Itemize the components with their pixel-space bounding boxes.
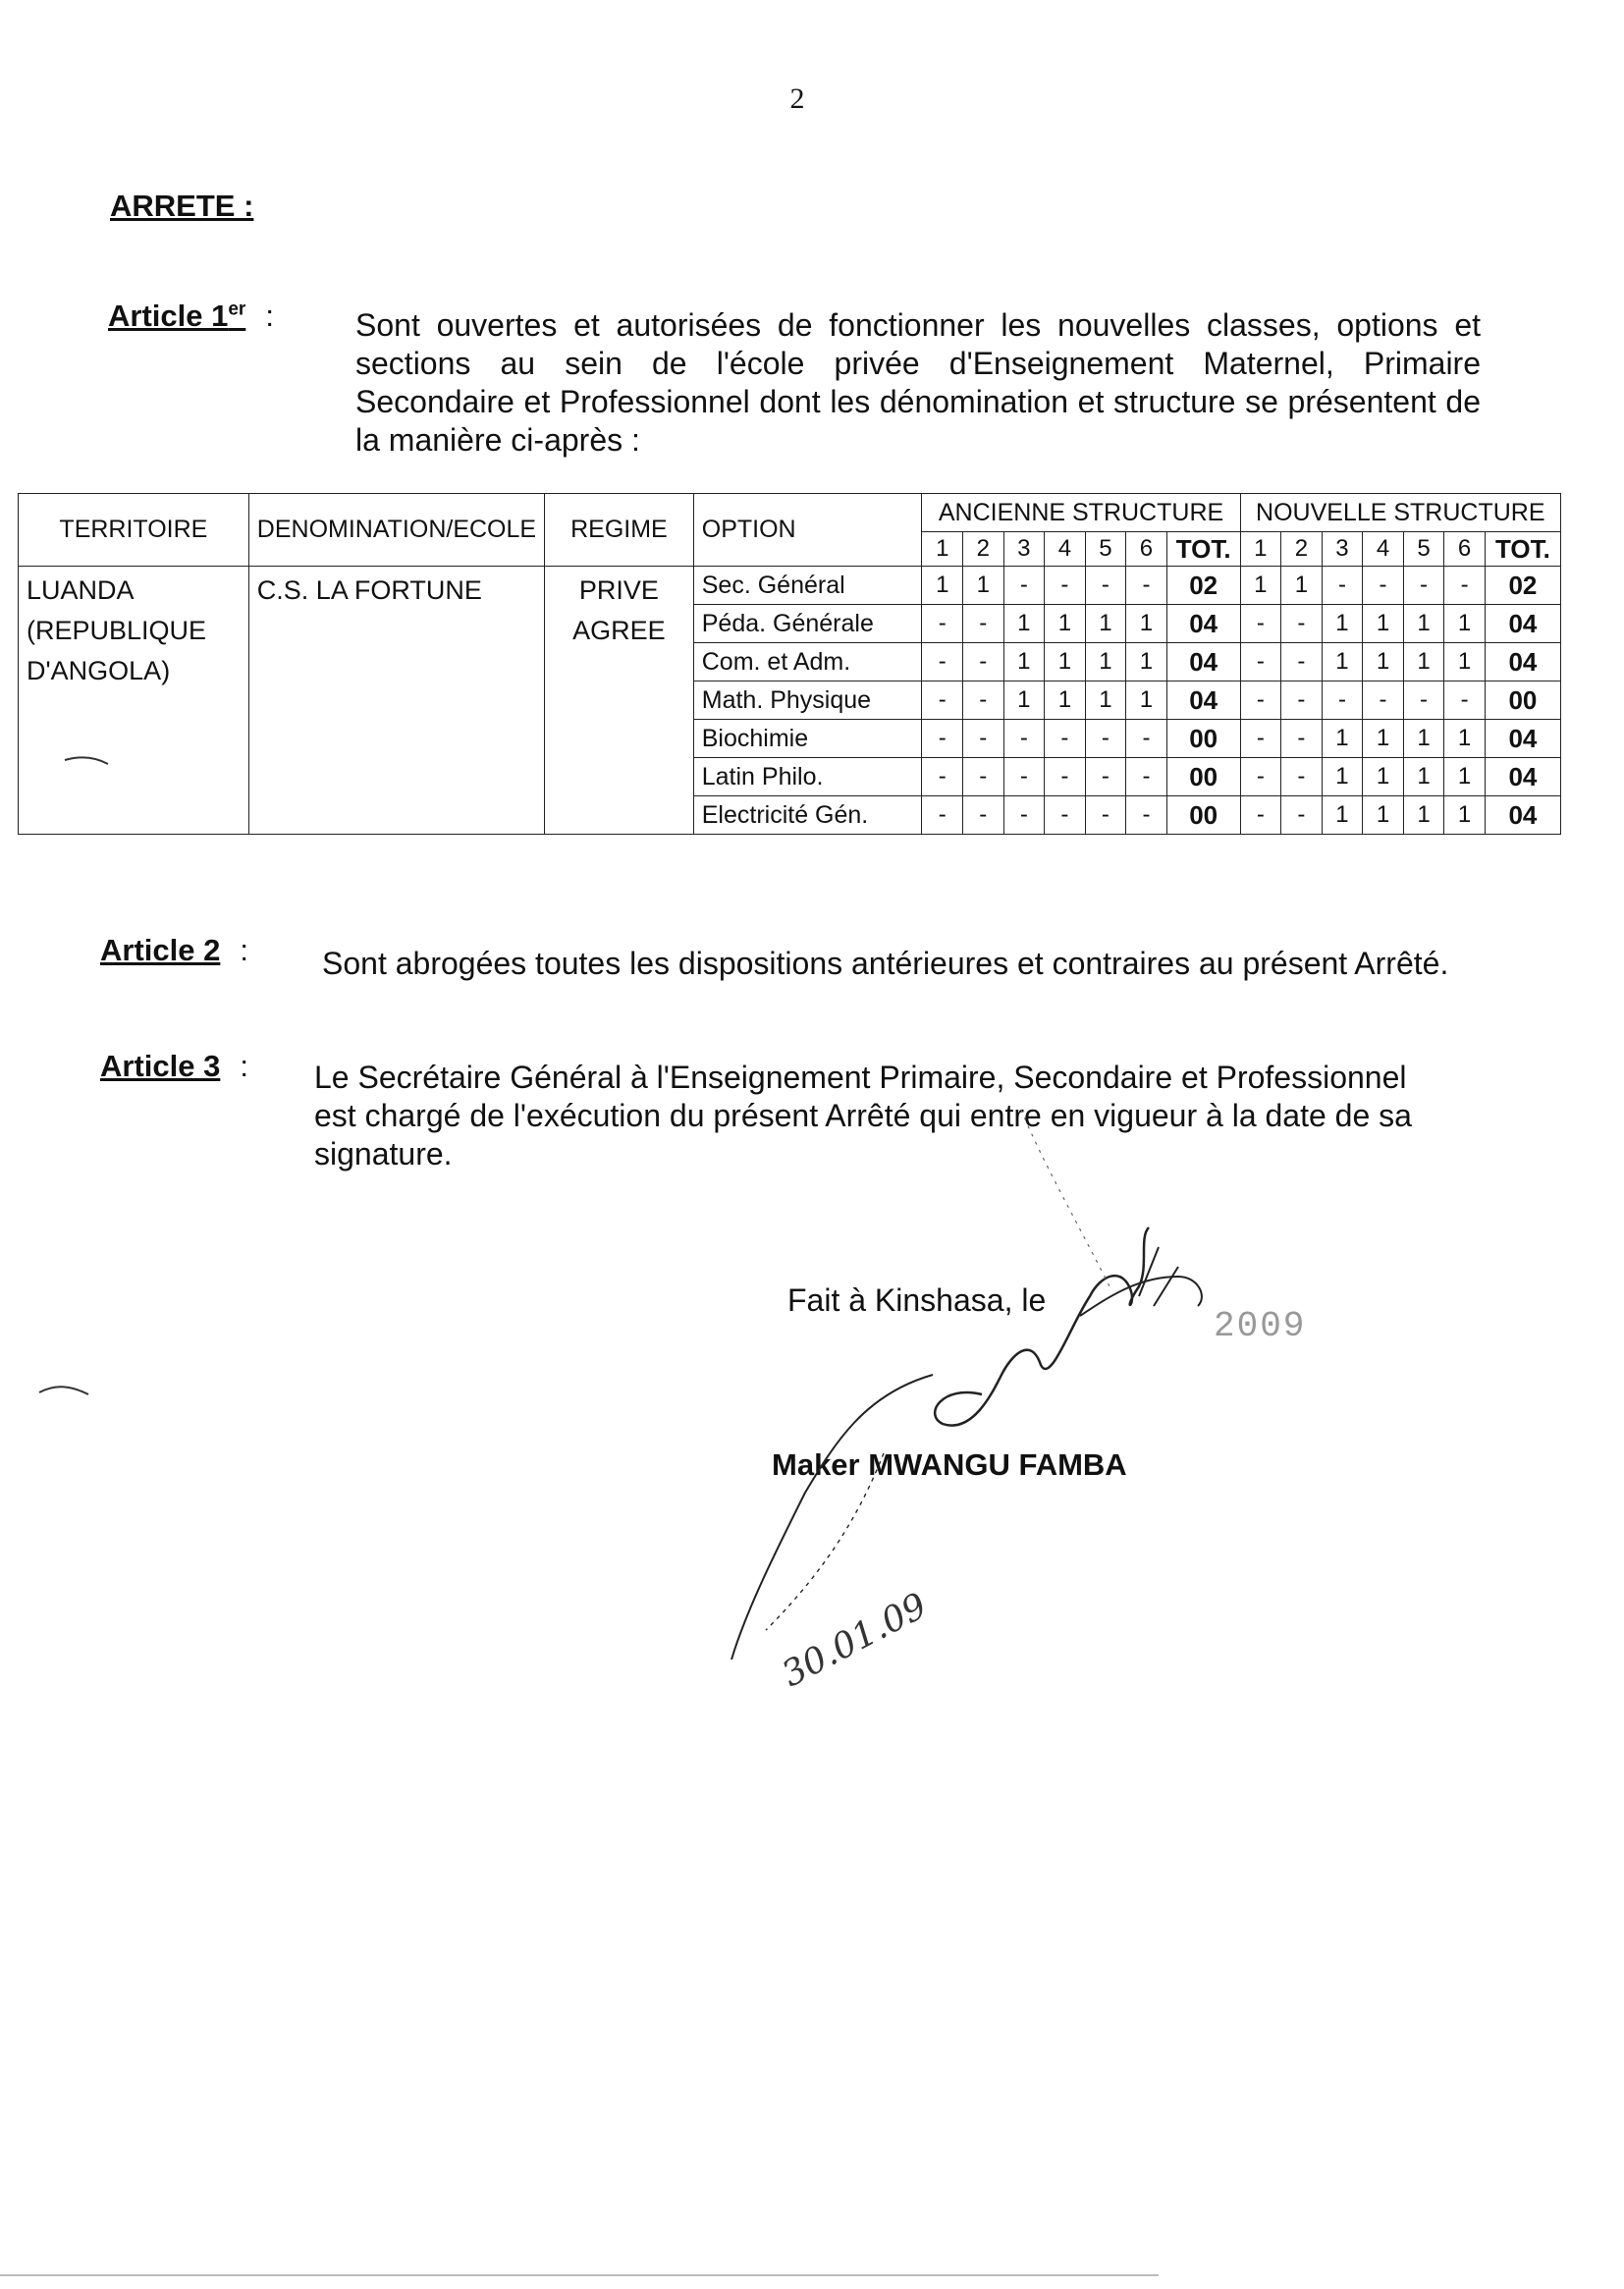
article-2-text: Sont abrogées toutes les dispositions antérieures et contraires au présent Arrêté.	[322, 946, 1449, 981]
ancienne-level-cell: -	[1045, 796, 1086, 835]
school-name: C.S. LA FORTUNE	[256, 575, 482, 605]
ancienne-level-cell: -	[1085, 796, 1126, 835]
signature-stroke	[935, 1227, 1149, 1426]
regime-cell	[545, 567, 694, 835]
nouvelle-total-cell: 02	[1485, 567, 1560, 605]
article-2-label	[100, 933, 248, 968]
signature-stroke	[1080, 1277, 1202, 1316]
header-regime: REGIME	[545, 494, 694, 567]
nouvelle-level-cell: 1	[1403, 720, 1444, 758]
signatory-name: Maker MWANGU FAMBA	[772, 1447, 1127, 1482]
header-denomination: DENOMINATION/ECOLE	[248, 494, 544, 567]
ancienne-level-cell: 1	[1003, 643, 1045, 681]
nouvelle-level-header: 1	[1240, 532, 1281, 567]
nouvelle-level-cell: 1	[1444, 720, 1486, 758]
ancienne-level-cell: -	[1003, 796, 1045, 835]
nouvelle-level-cell: 1	[1240, 567, 1281, 605]
denomination-cell	[248, 567, 544, 835]
ancienne-level-cell: -	[1085, 567, 1126, 605]
ancienne-level-cell: -	[1003, 758, 1045, 796]
option-cell: Latin Philo.	[693, 758, 922, 796]
nouvelle-level-cell: -	[1363, 681, 1404, 720]
option-cell: Electricité Gén.	[693, 796, 922, 835]
ancienne-level-cell: -	[922, 605, 963, 643]
ancienne-level-cell: 1	[1085, 643, 1126, 681]
place-and-date: Fait à Kinshasa, le	[787, 1282, 1047, 1318]
ancienne-level-cell: -	[922, 720, 963, 758]
nouvelle-level-cell: 1	[1322, 720, 1363, 758]
ancienne-level-cell: -	[963, 643, 1004, 681]
ancienne-level-cell: -	[1003, 567, 1045, 605]
ancienne-level-cell: -	[1085, 720, 1126, 758]
nouvelle-level-cell: 1	[1403, 796, 1444, 835]
article-1-label	[108, 299, 274, 334]
ancienne-level-cell: 1	[1003, 681, 1045, 720]
stamp-date: 2009	[1214, 1306, 1307, 1346]
nouvelle-level-cell: -	[1240, 758, 1281, 796]
header-ancienne-structure: ANCIENNE STRUCTURE	[922, 494, 1240, 532]
ancienne-level-cell: -	[1045, 720, 1086, 758]
ancienne-level-cell: -	[1045, 567, 1086, 605]
ancienne-level-cell: 1	[963, 567, 1004, 605]
ancienne-level-cell: 1	[1045, 605, 1086, 643]
ancienne-level-cell: -	[1126, 758, 1167, 796]
regime-line: PRIVE	[578, 575, 659, 605]
header-option: OPTION	[693, 494, 922, 567]
ancienne-level-header: 1	[922, 532, 963, 567]
ancienne-level-cell: -	[922, 643, 963, 681]
bottom-rule	[0, 2274, 1159, 2276]
nouvelle-level-cell: 1	[1363, 643, 1404, 681]
ancienne-level-cell: -	[963, 605, 1004, 643]
option-cell: Péda. Générale	[693, 605, 922, 643]
ancienne-total-cell: 04	[1166, 681, 1240, 720]
nouvelle-level-cell: 1	[1444, 605, 1486, 643]
nouvelle-level-cell: -	[1240, 720, 1281, 758]
nouvelle-level-cell: 1	[1322, 758, 1363, 796]
nouvelle-level-header: 5	[1403, 532, 1444, 567]
nouvelle-total-cell: 04	[1485, 758, 1560, 796]
nouvelle-level-cell: -	[1403, 567, 1444, 605]
nouvelle-level-cell: -	[1363, 567, 1404, 605]
nouvelle-level-cell: -	[1281, 720, 1323, 758]
ancienne-level-header: 5	[1085, 532, 1126, 567]
nouvelle-level-cell: 1	[1363, 720, 1404, 758]
nouvelle-level-cell: -	[1322, 567, 1363, 605]
ancienne-level-cell: -	[963, 720, 1004, 758]
nouvelle-level-cell: 1	[1322, 796, 1363, 835]
nouvelle-level-cell: -	[1240, 605, 1281, 643]
ancienne-level-header: 2	[963, 532, 1004, 567]
nouvelle-total-cell: 04	[1485, 643, 1560, 681]
nouvelle-level-cell: -	[1403, 681, 1444, 720]
ancienne-total-cell: 00	[1166, 720, 1240, 758]
nouvelle-level-header: 2	[1281, 532, 1323, 567]
ancienne-level-cell: -	[1126, 796, 1167, 835]
header-nouvelle-structure: NOUVELLE STRUCTURE	[1240, 494, 1560, 532]
nouvelle-level-cell: -	[1444, 567, 1486, 605]
territoire-cell	[19, 567, 249, 835]
article-1-text: Sont ouvertes et autorisées de fonctionner les nouvelles classes, options et sections au sein de l'école privée d'Enseignement Maternel, Primaire Secondaire et Professionnel dont les dénomination et structure se présentent de la manière ci-après :	[355, 307, 1481, 458]
ancienne-level-cell: 1	[1045, 681, 1086, 720]
article-3-name: Article 3	[100, 1049, 221, 1083]
ancienne-total-header: TOT.	[1166, 532, 1240, 567]
ancienne-total-cell: 00	[1166, 796, 1240, 835]
scan-mark	[39, 1387, 88, 1394]
article-1-name: Article 1er	[108, 299, 246, 333]
ancienne-level-cell: -	[1003, 720, 1045, 758]
handwritten-date: 30.01.09	[776, 1585, 934, 1696]
article-2-name: Article 2	[100, 933, 221, 967]
article-3-colon: :	[240, 1049, 248, 1083]
ancienne-level-header: 3	[1003, 532, 1045, 567]
regime-line: AGREE	[572, 616, 666, 645]
table-row	[19, 567, 1561, 605]
nouvelle-level-cell: -	[1281, 681, 1323, 720]
ancienne-level-header: 4	[1045, 532, 1086, 567]
article-2-colon: :	[240, 933, 248, 967]
nouvelle-level-cell: 1	[1322, 605, 1363, 643]
nouvelle-level-cell: -	[1281, 643, 1323, 681]
ancienne-level-cell: -	[922, 758, 963, 796]
territoire-line: D'ANGOLA)	[27, 656, 171, 685]
nouvelle-level-cell: -	[1281, 605, 1323, 643]
decree-heading: ARRETE :	[110, 189, 254, 223]
ancienne-level-cell: 1	[1085, 681, 1126, 720]
ancienne-level-cell: -	[1045, 758, 1086, 796]
territoire-line: (REPUBLIQUE	[27, 616, 207, 645]
nouvelle-total-header: TOT.	[1485, 532, 1560, 567]
school-structure-table	[18, 493, 1561, 835]
nouvelle-level-cell: 1	[1403, 605, 1444, 643]
nouvelle-level-cell: -	[1281, 796, 1323, 835]
article-3-text: Le Secrétaire Général à l'Enseignement Primaire, Secondaire et Professionnel est chargé de l'exécution du présent Arrêté qui entre en vigueur à la date de sa signature.	[314, 1060, 1412, 1172]
nouvelle-level-cell: 1	[1322, 643, 1363, 681]
nouvelle-level-cell: 1	[1363, 758, 1404, 796]
territoire-line: LUANDA	[27, 575, 135, 605]
nouvelle-level-header: 4	[1363, 532, 1404, 567]
ancienne-level-cell: 1	[1126, 643, 1167, 681]
nouvelle-level-cell: 1	[1444, 758, 1486, 796]
nouvelle-level-header: 3	[1322, 532, 1363, 567]
nouvelle-total-cell: 04	[1485, 796, 1560, 835]
nouvelle-level-cell: 1	[1444, 643, 1486, 681]
ancienne-total-cell: 04	[1166, 643, 1240, 681]
ancienne-level-cell: 1	[1003, 605, 1045, 643]
nouvelle-level-cell: 1	[1403, 758, 1444, 796]
ancienne-level-cell: 1	[922, 567, 963, 605]
nouvelle-level-header: 6	[1444, 532, 1486, 567]
ancienne-level-cell: 1	[1045, 643, 1086, 681]
ancienne-total-cell: 02	[1166, 567, 1240, 605]
ancienne-level-cell: -	[963, 796, 1004, 835]
ancienne-level-cell: -	[1126, 720, 1167, 758]
nouvelle-total-cell: 04	[1485, 720, 1560, 758]
option-cell: Biochimie	[693, 720, 922, 758]
nouvelle-total-cell: 04	[1485, 605, 1560, 643]
article-1-colon: :	[265, 299, 274, 333]
ancienne-level-header: 6	[1126, 532, 1167, 567]
ancienne-level-cell: 1	[1126, 605, 1167, 643]
page-number: 2	[789, 82, 805, 115]
option-cell: Sec. Général	[693, 567, 922, 605]
ancienne-total-cell: 00	[1166, 758, 1240, 796]
option-cell: Com. et Adm.	[693, 643, 922, 681]
ancienne-level-cell: -	[963, 681, 1004, 720]
ancienne-level-cell: -	[922, 681, 963, 720]
nouvelle-level-cell: -	[1240, 796, 1281, 835]
article-3-label	[100, 1049, 248, 1084]
nouvelle-level-cell: -	[1281, 758, 1323, 796]
header-territoire: TERRITOIRE	[19, 494, 249, 567]
nouvelle-level-cell: 1	[1363, 796, 1404, 835]
ancienne-level-cell: -	[963, 758, 1004, 796]
option-cell: Math. Physique	[693, 681, 922, 720]
ancienne-total-cell: 04	[1166, 605, 1240, 643]
nouvelle-level-cell: -	[1444, 681, 1486, 720]
nouvelle-level-cell: -	[1322, 681, 1363, 720]
ancienne-level-cell: 1	[1126, 681, 1167, 720]
ancienne-level-cell: -	[1126, 567, 1167, 605]
nouvelle-total-cell: 00	[1485, 681, 1560, 720]
nouvelle-level-cell: 1	[1403, 643, 1444, 681]
signature-stroke	[1139, 1247, 1178, 1306]
nouvelle-level-cell: 1	[1444, 796, 1486, 835]
ancienne-level-cell: 1	[1085, 605, 1126, 643]
nouvelle-level-cell: 1	[1363, 605, 1404, 643]
ancienne-level-cell: -	[1085, 758, 1126, 796]
nouvelle-level-cell: -	[1240, 643, 1281, 681]
nouvelle-level-cell: -	[1240, 681, 1281, 720]
ancienne-level-cell: -	[922, 796, 963, 835]
nouvelle-level-cell: 1	[1281, 567, 1323, 605]
